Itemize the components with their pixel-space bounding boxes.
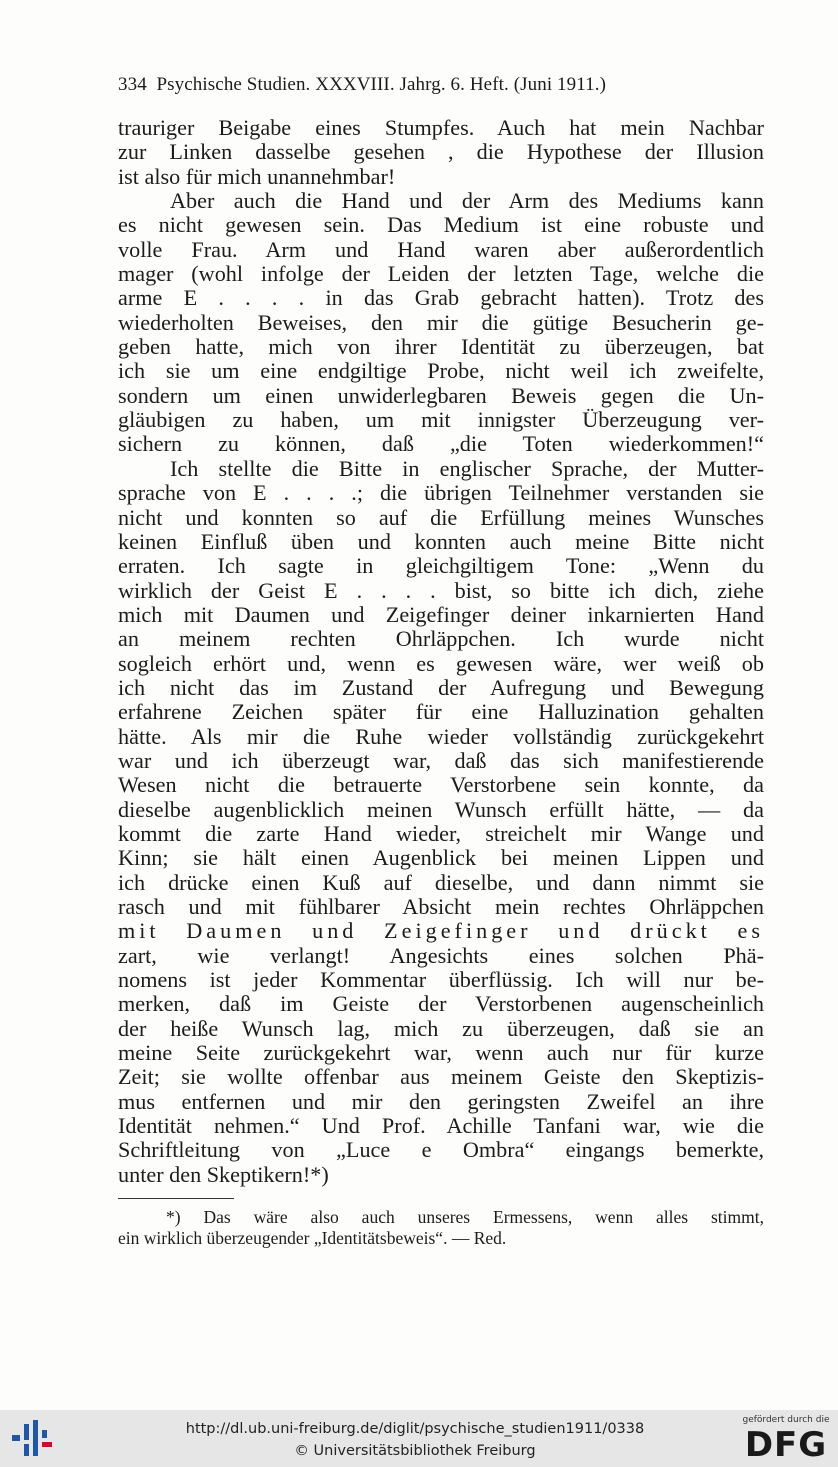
text-line: sichern zu können, daß „die Toten wiederkommen!“ [118,432,764,457]
text-line: volle Frau. Arm und Hand waren aber außerordentlich [118,237,764,262]
text-line: zur Linken dasselbe gesehen , die Hypothese der Illusion [118,140,764,165]
text-line: mus entfernen und mir den geringsten Zweifel an ihre [118,1089,764,1114]
text-line: trauriger Beigabe eines Stumpfes. Auch hat mein Nachbar [118,116,764,140]
text-line: mit Daumen und Zeigefinger und drückt es [118,919,764,944]
text-line: merken, daß im Geiste der Verstorbenen augenscheinlich [118,992,764,1017]
text-line: geben hatte, mich von ihrer Identität zu überzeugen, bat [118,335,764,360]
text-line: unter den Skeptikern!*) [118,1162,329,1187]
text-line: zart, wie verlangt! Angesichts eines solchen Phä- [118,943,764,968]
text-line: es nicht gewesen sein. Das Medium ist eine robuste und [118,213,764,238]
text-line: Wesen nicht die betrauerte Verstorbene sein konnte, da [118,773,764,798]
text-line: ich drücke einen Kuß auf dieselbe, und dann nimmt sie [118,870,764,895]
text-line: erfahrene Zeichen später für eine Halluzination gehalten [118,700,764,725]
footnote-line: *) Das wäre also auch unseres Ermessens, wenn alles stimmt, [166,1207,764,1227]
text-line: wirklich der Geist E . . . . bist, so bitte ich dich, ziehe [118,578,764,603]
text-line: keinen Einfluß üben und konnten auch meine Bitte nicht [118,529,764,554]
text-line: Ich stellte die Bitte in englischer Sprache, der Mutter- [170,456,764,481]
text-line: wiederholten Beweises, den mir die gütige Besucherin ge- [118,310,764,335]
text-line: kommt die zarte Hand wieder, streichelt mir Wange und [118,821,764,846]
text-line: meine Seite zurückgekehrt war, wenn auch nur für kurze [118,1041,764,1066]
text-line: gläubigen zu haben, um mit innigster Überzeugung ver- [118,408,764,433]
text-line: Schriftleitung von „Luce e Ombra“ eingangs bemerkte, [118,1138,764,1163]
text-line: hätte. Als mir die Ruhe wieder vollständig zurückgekehrt [118,724,764,749]
text-line: sondern um einen unwiderlegbaren Beweis gegen die Un- [118,383,764,408]
text-line: ich nicht das im Zustand der Aufregung und Bewegung [118,675,764,700]
page-number: 334 [118,74,147,95]
text-line: rasch und mit fühlbarer Absicht mein rechtes Ohrläppchen [118,895,764,919]
text-line: nomens ist jeder Kommentar überflüssig. Ich will nur be- [118,968,764,993]
text-line: Kinn; sie hält einen Augenblick bei meinen Lippen und [118,846,764,871]
text-line: der heiße Wunsch lag, mich zu überzeugen, daß sie an [118,1016,764,1041]
text-line: war und ich überzeugt war, daß das sich manifestierende [118,748,764,773]
footnote-line: ein wirklich überzeugender „Identitätsbeweis“. — Red. [118,1228,507,1248]
dfg-logo-text: DFG [744,1425,828,1461]
running-header [118,74,766,96]
text-line: nicht und konnten so auf die Erfüllung meines Wunsches [118,505,764,530]
digitization-footer [0,1410,838,1467]
funding-note: gefördert durch die [742,1415,830,1425]
text-line: erraten. Ich sagte in gleichgiltigem Tone: „Wenn du [118,554,764,579]
footnote [118,1207,764,1249]
text-line: mager (wohl infolge der Leiden der letzten Tage, welche die [118,262,764,287]
text-line: ist also für mich unannehmbar! [118,164,396,189]
copyright-text: © Universitätsbibliothek Freiburg [294,1443,536,1459]
text-line: mich mit Daumen und Zeigefinger deiner inkarnierten Hand [118,602,764,627]
text-line: Identität nehmen.“ Und Prof. Achille Tanfani war, wie die [118,1114,764,1139]
text-line: ich sie um eine endgiltige Probe, nicht weil ich zweifelte, [118,359,764,384]
text-line: sprache von E . . . .; die übrigen Teilnehmer verstanden sie [118,481,764,506]
running-title: Psychische Studien. XXXVIII. Jahrg. 6. Heft. (Juni 1911.) [156,74,607,95]
text-line: dieselbe augenblicklich meinen Wunsch erfüllt hätte, — da [118,797,764,822]
text-line: arme E . . . . in das Grab gebracht hatten). Trotz des [118,286,764,311]
article-body [118,116,764,1187]
text-line: sogleich erhört und, wenn es gewesen wäre, wer weiß ob [118,651,764,676]
text-line: Zeit; sie wollte offenbar aus meinem Geiste den Skeptizis- [118,1065,764,1090]
library-logo-icon [10,1418,54,1458]
text-line: Aber auch die Hand und der Arm des Mediums kann [170,189,764,214]
dfg-logo-icon [741,1425,831,1461]
footnote-divider [118,1198,234,1199]
source-url-link[interactable]: http://dl.ub.uni-freiburg.de/diglit/psychische_studien1911/0338 [185,1421,645,1437]
text-line: an meinem rechten Ohrläppchen. Ich wurde nicht [118,627,764,652]
